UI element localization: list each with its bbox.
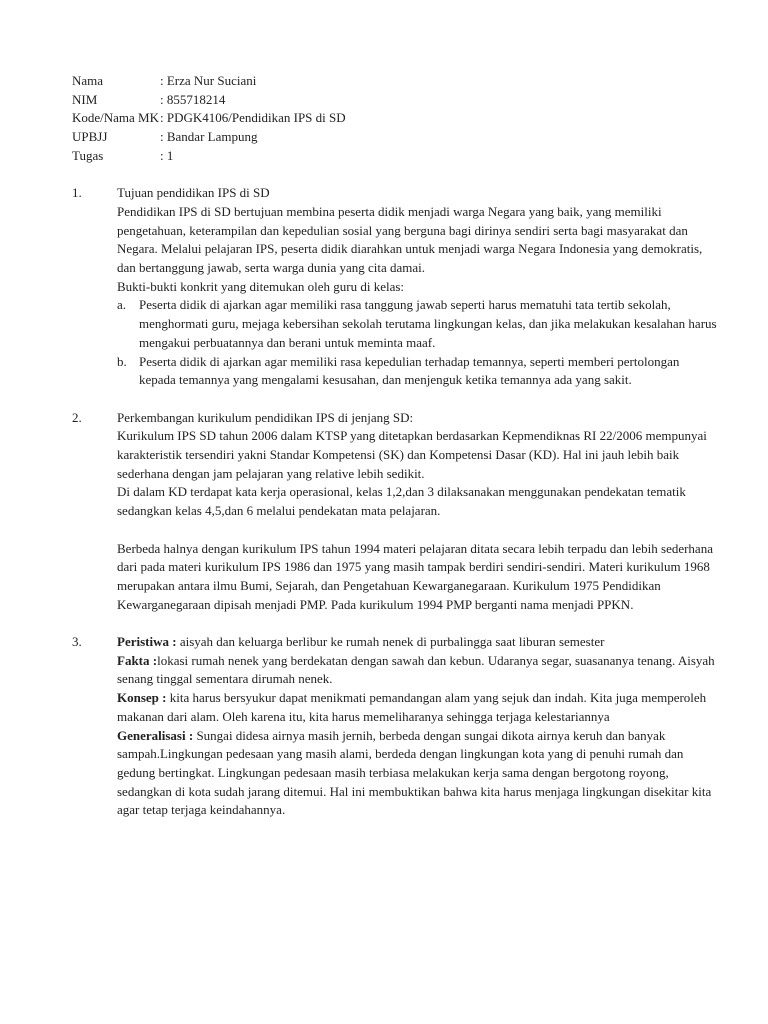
- section-body: [117, 409, 718, 615]
- header-value: : Erza Nur Suciani: [160, 73, 257, 88]
- section-number: 1.: [72, 185, 82, 201]
- fakta-paragraph: [117, 652, 718, 689]
- spacer: [117, 521, 718, 540]
- section-paragraph: Di dalam KD terdapat kata kerja operasional, kelas 1,2,dan 3 dilaksanakan menggunakan pendekatan tematik sedangkan kelas 4,5,dan 6 melalui pendekatan mata pelajaran.: [117, 484, 686, 519]
- section-paragraph: Pendidikan IPS di SD bertujuan membina peserta didik menjadi warga Negara yang baik, yang memiliki pengetahuan, keterampilan dan kepedulian sosial yang berguna bagi dirinya sendiri serta bagi masyarakat dan Negara. Melalui pelajaran IPS, peserta didik diarahkan untuk menjadi warga Negara Indonesia yang demokratis, dan bertanggung jawab, serta warga dunia yang cita damai.: [117, 203, 703, 276]
- generalisasi-text: Sungai didesa airnya masih jernih, berbeda dengan sungai dikota airnya keruh dan banyak sampah.Lingkungan pedesaan yang masih alami, berdeda dengan lingkungan kota yang di penuhi rumah dan gedung bertingkat. Lingkungan pedesaan masih terbiasa melakukan kerja sama dengan bergotong royong, sedangkan di kota sudah jarang ditemui. Hal ini membuktikan bahwa kita harus menjaga lingkungan disekitar kita agar tetap terjaga keindahannya.: [117, 727, 712, 818]
- spacer: [72, 166, 718, 185]
- spacer: [72, 390, 718, 409]
- konsep-label: Konsep :: [117, 690, 167, 706]
- header-row-nim: [72, 91, 718, 110]
- section-title: Tujuan pendidikan IPS di SD: [117, 185, 270, 201]
- section-1: [72, 184, 718, 390]
- header-label: Nama: [72, 73, 104, 88]
- section-3: [72, 633, 718, 820]
- peristiwa-paragraph: [117, 633, 718, 652]
- generalisasi-paragraph: [117, 727, 718, 821]
- konsep-text: kita harus bersyukur dapat menikmati pemandangan alam yang sejuk dan indah. Kita juga memperoleh makanan dari alam. Oleh karena itu, kita harus memeliharanya sehingga terjaga kelestariannya: [117, 690, 707, 724]
- sub-item-letter: a.: [117, 297, 127, 313]
- header-label: Kode/Nama MK: [72, 110, 160, 126]
- section-body: [117, 184, 718, 390]
- header-value: : PDGK4106/Pendidikan IPS di SD: [160, 110, 346, 126]
- sub-item-text: Peserta didik di ajarkan agar memiliki rasa tanggung jawab seperti harus mematuhi tata tertib sekolah, menghormati guru, mejaga kebersihan sekolah terutama lingkungan kelas, dan jika melakukan kesalahan harus mengakui perbuatannya dan berani untuk meminta maaf.: [139, 297, 717, 350]
- header-label: UPBJJ: [72, 129, 108, 145]
- header-row-tugas: [72, 147, 718, 166]
- sub-item-b: [117, 353, 718, 390]
- sub-item-a: [117, 296, 718, 352]
- header-value: : 855718214: [160, 91, 226, 107]
- konsep-paragraph: [117, 689, 718, 726]
- spacer: [72, 614, 718, 633]
- peristiwa-label: Peristiwa :: [117, 634, 177, 650]
- fakta-text: lokasi rumah nenek yang berdekatan dengan sawah dan kebun. Udaranya segar, suasananya tenang. Aisyah senang tinggal sementara dirumah nenek.: [117, 652, 715, 687]
- section-paragraph: Berbeda halnya dengan kurikulum IPS tahun 1994 materi pelajaran ditata secara lebih terpadu dan lebih sederhana dari pada materi kurikulum IPS 1986 dan 1975 yang masih tampak berdiri sendiri-sendiri. Materi kurikulum 1968 merupakan antara ilmu Bumi, Sejarah, dan Pengetahuan Kewarganegaraan. Kurikulum 1975 Pendidikan Kewarganegaraan dipisah menjadi PMP. Pada kurikulum 1994 PMP berganti nama menjadi PPKN.: [117, 540, 713, 612]
- section-intro: Bukti-bukti konkrit yang ditemukan oleh guru di kelas:: [117, 278, 405, 294]
- generalisasi-label: Generalisasi :: [117, 727, 194, 743]
- header-row-nama: [72, 72, 718, 91]
- section-number: 2.: [72, 409, 82, 425]
- section-paragraph: Kurikulum IPS SD tahun 2006 dalam KTSP yang ditetapkan berdasarkan Kepmendiknas RI 22/2006 mempunyai karakteristik tersendiri yakni Standar Kompetensi (SK) dan Kompetensi Dasar (KD). Hal ini jauh lebih baik sederhana dengan jam pelajaran yang relative lebih sedikit.: [117, 428, 707, 481]
- header-row-course: [72, 109, 718, 128]
- section-title: Perkembangan kurikulum pendidikan IPS di jenjang SD:: [117, 409, 414, 425]
- header-label: NIM: [72, 91, 98, 107]
- fakta-label: Fakta :: [117, 652, 158, 668]
- sub-item-letter: b.: [117, 353, 127, 369]
- sub-item-text: Peserta didik di ajarkan agar memiliki rasa kepedulian terhadap temannya, seperti memberi pertolongan kepada temannya yang mengalami kesusahan, dan menjenguk ketika temannya ada yang sakit.: [139, 353, 680, 388]
- student-info-header: [72, 72, 718, 166]
- header-value: : 1: [160, 147, 174, 163]
- section-body: [117, 633, 718, 820]
- header-row-upbjj: [72, 128, 718, 147]
- header-label: Tugas: [72, 147, 104, 163]
- peristiwa-text: aisyah dan keluarga berlibur ke rumah nenek di purbalingga saat liburan semester: [176, 634, 605, 650]
- section-2: [72, 409, 718, 615]
- section-number: 3.: [72, 634, 82, 650]
- header-value: : Bandar Lampung: [160, 129, 258, 145]
